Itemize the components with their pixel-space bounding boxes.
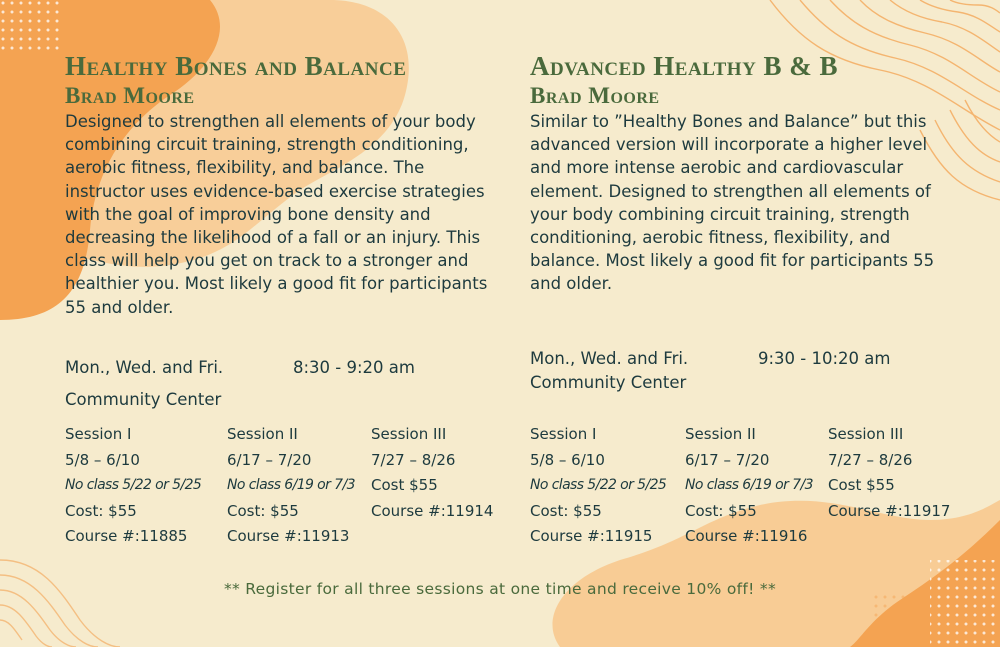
session-block: [685, 422, 813, 550]
session-note: No class 5/22 or 5/25: [65, 477, 202, 493]
session-dates: 5/8 – 6/10: [65, 450, 140, 469]
dots-bottom-center: [870, 595, 930, 625]
session-note: No class 6/19 or 7/3: [227, 477, 355, 493]
session-cost: Cost $55: [371, 476, 438, 494]
session-block: [65, 422, 201, 550]
session-dates: 6/17 – 7/20: [685, 450, 770, 469]
right-schedule: [530, 346, 960, 396]
session-name: Session I: [65, 425, 132, 443]
session-name: Session III: [828, 425, 904, 443]
session-cost: Cost: $55: [227, 501, 299, 520]
class-title: Advanced Healthy B & B: [530, 51, 839, 81]
dots-bottom-right: [930, 560, 1000, 647]
session-name: Session I: [530, 425, 597, 443]
session-name: Session II: [227, 425, 298, 443]
session-block: [530, 422, 666, 550]
left-schedule: [65, 355, 505, 413]
schedule-days: Mon., Wed. and Fri.: [65, 358, 224, 377]
session-note: No class 6/19 or 7/3: [685, 477, 813, 493]
session-course: Course #:11917: [828, 501, 951, 520]
session-cost: Cost $55: [828, 476, 895, 494]
session-block: [828, 422, 950, 524]
session-cost: Cost: $55: [685, 501, 757, 520]
wavy-lines-bottom-left: [0, 560, 120, 647]
schedule-time: 9:30 - 10:20 am: [758, 349, 891, 368]
session-dates: 7/27 – 8/26: [828, 450, 913, 469]
right-class-column: [530, 50, 960, 296]
session-course: Course #:11913: [227, 527, 350, 545]
schedule-time: 8:30 - 9:20 am: [293, 358, 415, 377]
session-dates: 6/17 – 7/20: [227, 450, 312, 469]
session-cost: Cost: $55: [530, 501, 602, 520]
session-name: Session III: [371, 425, 447, 443]
session-cost: Cost: $55: [65, 501, 137, 520]
instructor-name: Brad Moore: [65, 83, 195, 108]
instructor-name: Brad Moore: [530, 83, 660, 108]
class-description: Similar to ”Healthy Bones and Balance” but this advanced version will incorporate a higher level and more intense aerobic and cardiovascular element. Designed to strengthen all elements of your body combining circuit training, strength conditioning, aerobic fitness, flexibility, and balance. Most likely a good fit for participants 55 and older.: [530, 112, 935, 294]
session-dates: 7/27 – 8/26: [371, 450, 456, 469]
session-name: Session II: [685, 425, 756, 443]
session-course: Course #:11915: [530, 527, 653, 545]
session-course: Course #:11916: [685, 527, 808, 545]
session-dates: 5/8 – 6/10: [530, 450, 605, 469]
session-course: Course #:11885: [65, 527, 188, 545]
session-course: Course #:11914: [371, 501, 494, 520]
session-note: No class 5/22 or 5/25: [530, 477, 667, 493]
schedule-location: Community Center: [65, 390, 222, 409]
class-description: Designed to strengthen all elements of your body combining circuit training, strength conditioning, aerobic fitness, flexibility, and balance. The instructor uses evidence-based exercise strategies with the goal of improving bone density and decreasing the likelihood of a fall or an injury. This class will help you get on track to a stronger and healthier you. Most likely a good fit for participants 55 and older.: [65, 112, 488, 317]
left-class-column: [65, 50, 505, 319]
dots-top-left: [0, 0, 60, 50]
session-block: [371, 422, 493, 524]
schedule-location: Community Center: [530, 373, 687, 392]
schedule-days: Mon., Wed. and Fri.: [530, 349, 689, 368]
session-block: [227, 422, 355, 550]
discount-footer: ** Register for all three sessions at one time and receive 10% off! **: [223, 580, 777, 598]
class-title: Healthy Bones and Balance: [65, 51, 407, 81]
